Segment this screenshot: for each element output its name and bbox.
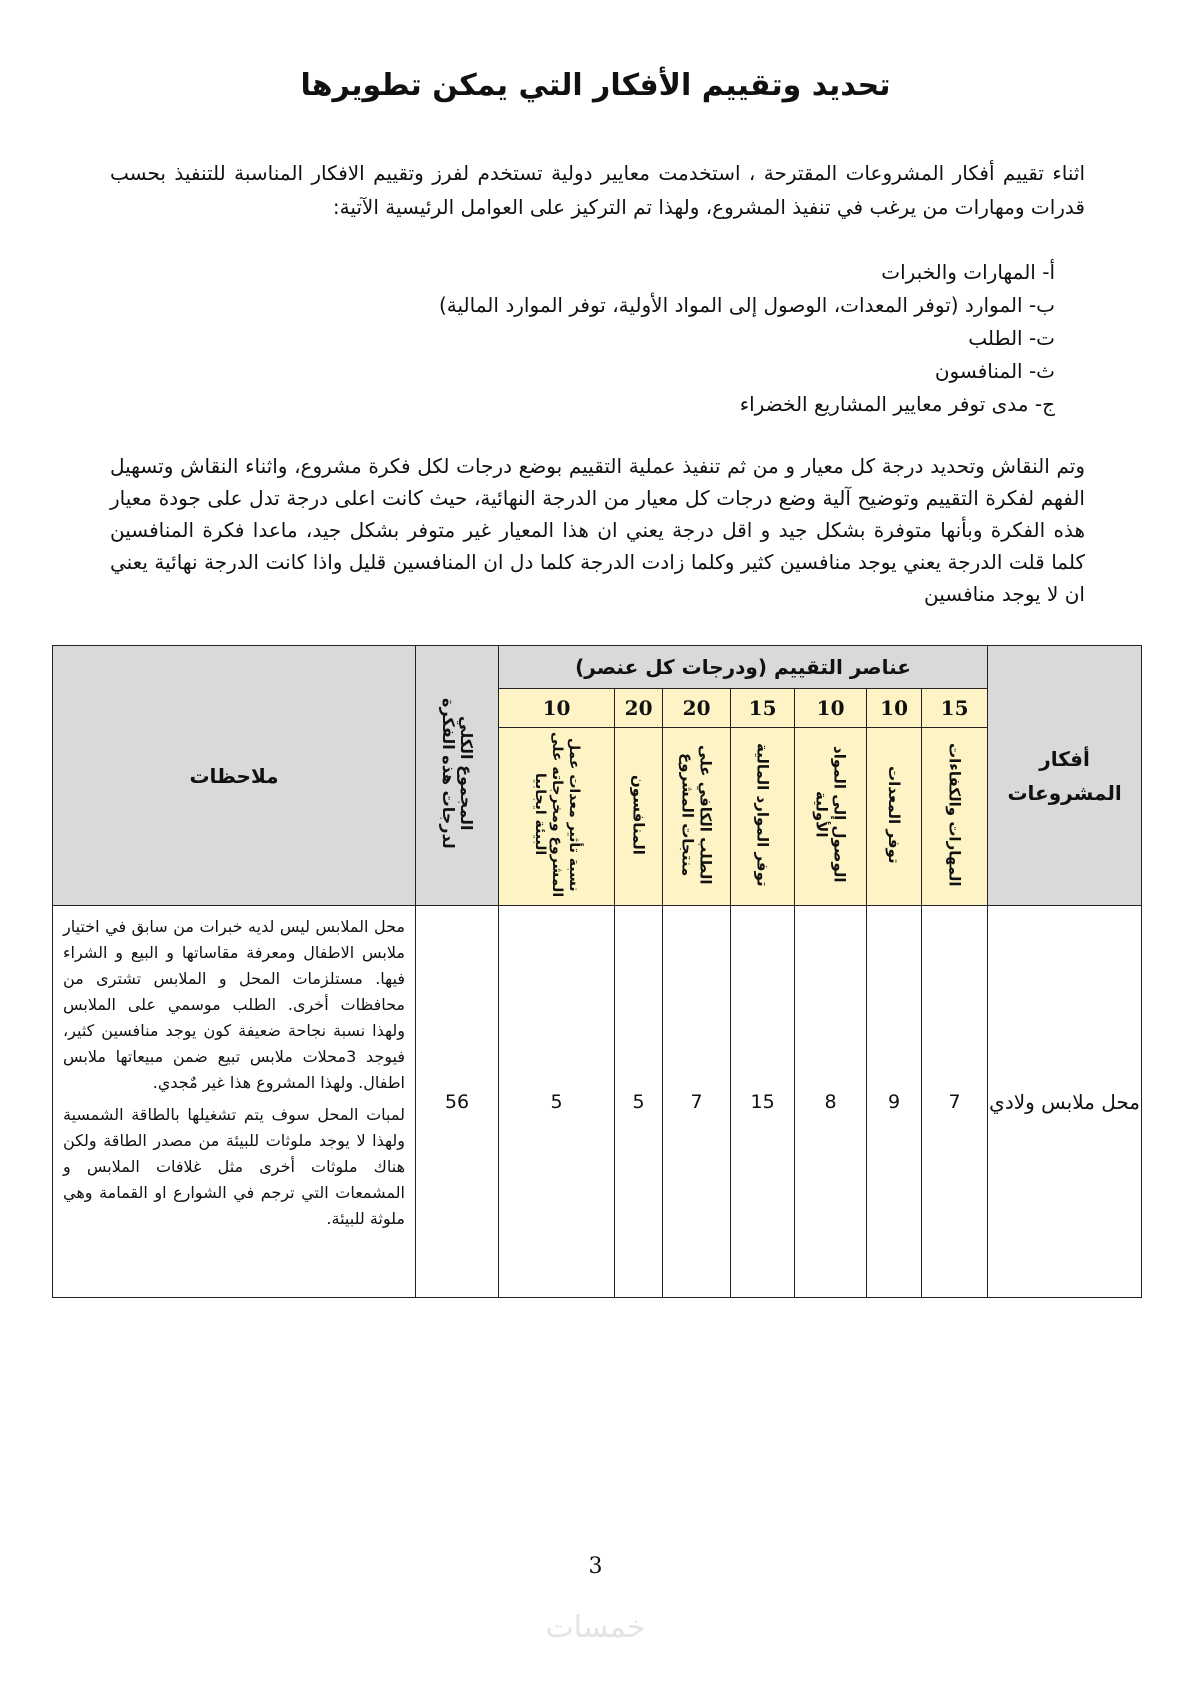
intro-text: اثناء تقييم أفكار المشروعات المقترحة ، استخدمت معايير دولية تستخدم لفرز وتقييم الافكار المناسبة للتنفيذ بحسب قدرات ومهارات من يرغب في تنفيذ المشروع، ولهذا تم التركيز على العوامل الرئيسية الآتية: (110, 161, 1085, 219)
score-cell: 5 (615, 906, 663, 1298)
notes-cell (53, 906, 416, 1298)
watermark: خمسات (545, 1610, 646, 1645)
notes-text: محل الملابس ليس لديه خبرات من سابق في اختيار ملابس الاطفال ومعرفة مقاساتها و البيع و الشراء فيها. مستلزمات المحل و الملابس تشترى من محافظات أخرى. الطلب موسمي على الملابس ولهذا نسبة نجاحة ضعيفة كون يوجد منافسين كثير، فيوجد 3محلات ملابس تبيع ضمن مبيعاتها ملابس اطفال. ولهذا المشروع هذا غير مٌجدي. (63, 917, 405, 1092)
score-cell: 8 (795, 906, 867, 1298)
ideas-header: أفكار المشروعات (988, 646, 1142, 906)
criterion-name: نسبة تأثير معدات عمل المشروع ومخرجاته على البيئة ايجابيا (532, 731, 583, 898)
score-cell: 15 (731, 906, 795, 1298)
total-header-cell (416, 646, 499, 906)
notes-header: ملاحظات (53, 646, 416, 906)
factors-list (295, 256, 1055, 421)
criterion-name-cell (663, 728, 731, 906)
total-header: المجموع الكلي لدرجات هذه الفكرة (439, 698, 476, 849)
criterion-weight: 20 (663, 689, 731, 728)
score-cell: 7 (663, 906, 731, 1298)
criterion-weight: 20 (615, 689, 663, 728)
criterion-name: توفر المعدات (885, 765, 904, 864)
score-cell: 7 (922, 906, 988, 1298)
explanation-text: وتم النقاش وتحديد درجة كل معيار و من ثم تنفيذ عملية التقييم بوضع درجات لكل فكرة مشروع، واثناء النقاش وتسهيل الفهم لفكرة التقييم وتوضيح آلية وضع درجات كل معيار من الدرجة النهائية، حيث كانت اعلى درجة تدل على جودة معيار هذه الفكرة وبأنها متوفرة بشكل جيد و اقل درجة يعني ان هذا المعيار غير متوفر بشكل جيد، ماعدا فكرة المنافسين كلما قلت الدرجة يعني يوجد منافسين كثير وكلما زادت الدرجة كلما دل ان المنافسين قليل واذا كانت الدرجة نهائية يعني ان لا يوجد منافسين (110, 454, 1085, 606)
criterion-name-cell (731, 728, 795, 906)
evaluation-table (52, 645, 1142, 1298)
criterion-weight: 15 (922, 689, 988, 728)
intro-paragraph (110, 156, 1085, 224)
criterion-weight: 15 (731, 689, 795, 728)
idea-name: محل ملابس ولادي (988, 906, 1142, 1298)
list-item: ث- المنافسون (934, 359, 1055, 383)
criteria-header: عناصر التقييم (ودرجات كل عنصر) (499, 646, 988, 689)
list-item: أ- المهارات والخبرات (881, 260, 1055, 284)
score-cell: 5 (499, 906, 615, 1298)
criterion-name-cell (922, 728, 988, 906)
list-item: ج- مدى توفر معايير المشاريع الخضراء (739, 392, 1055, 416)
criterion-name-cell (499, 728, 615, 906)
score-cell: 9 (867, 906, 922, 1298)
criterion-name-cell (615, 728, 663, 906)
criterion-name: توفر الموارد المالية (753, 742, 772, 887)
criterion-weight: 10 (499, 689, 615, 728)
criterion-name-cell (867, 728, 922, 906)
criterion-weight: 10 (795, 689, 867, 728)
total-score: 56 (416, 906, 499, 1298)
criterion-name: المنافسون (629, 774, 648, 855)
list-item: ت- الطلب (968, 326, 1055, 350)
explanation-paragraph (110, 450, 1085, 610)
table-row (53, 906, 1142, 1298)
criterion-name: المهارات والكفاءات (945, 742, 964, 887)
notes-text: لمبات المحل سوف يتم تشغيلها بالطاقة الشمسية ولهذا لا يوجد ملوثات للبيئة من مصدر الطاقة ولكن هناك ملوثات أخرى مثل غلافات الملابس و المشمعات التي ترجم في الشوارع او القمامة وهي ملوثة للبيئة. (63, 1105, 405, 1228)
page-number: 3 (588, 1554, 603, 1579)
criterion-name-cell (795, 728, 867, 906)
page-title: تحديد وتقييم الأفكار التي يمكن تطويرها (300, 68, 891, 103)
criterion-name: الطلب الكافي على منتجات المشروع (678, 744, 715, 885)
criterion-weight: 10 (867, 689, 922, 728)
criterion-name: الوصول إلى المواد الأولية (812, 746, 849, 883)
list-item: ب- الموارد (توفر المعدات، الوصول إلى المواد الأولية، توفر الموارد المالية) (439, 293, 1055, 317)
